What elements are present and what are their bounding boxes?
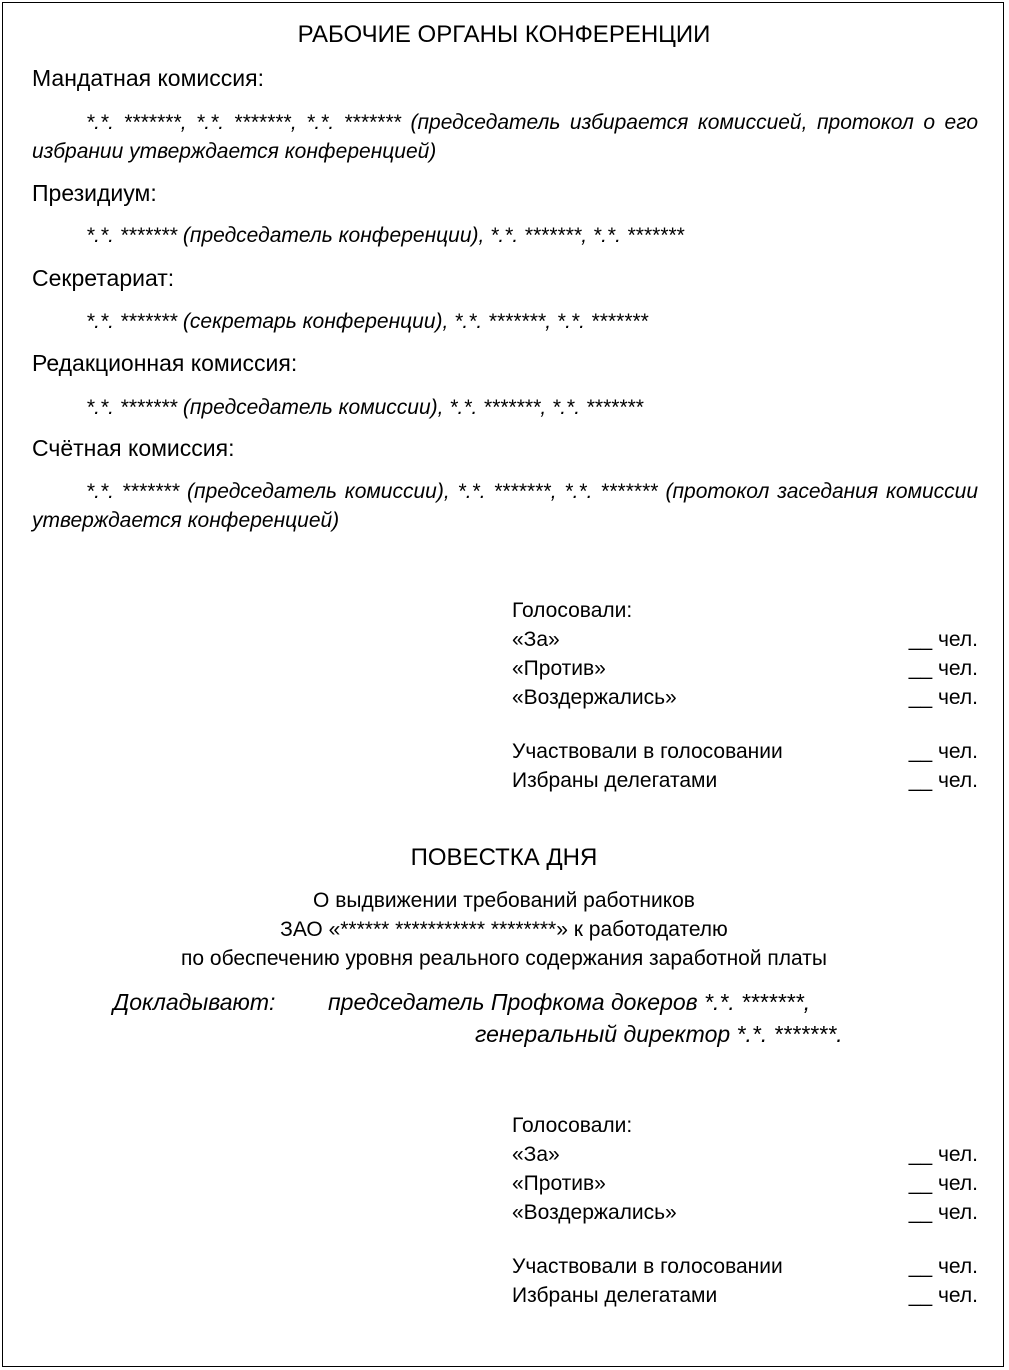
vote-header-label: Голосовали: [512, 599, 633, 622]
editorial-first-name: *.*. ******* [86, 396, 178, 419]
secretariat-members [32, 307, 978, 336]
agenda-line: О выдвижении требований работников [313, 889, 695, 912]
agenda-line: ЗАО «****** *********** ********» к работодателю [280, 918, 728, 941]
presidium-first-name: *.*. ******* [86, 224, 178, 247]
vote-row-elected [512, 766, 978, 795]
vote-block-1 [512, 596, 978, 795]
counting-first-name: *.*. ******* [86, 480, 180, 503]
vote-row-for [512, 625, 978, 654]
reporter-2: генеральный директор *.*. *******. [475, 1021, 843, 1047]
vote-abstained-count: __ чел. [908, 686, 978, 709]
presidium-role: (председатель конференции), [182, 224, 485, 247]
counting-commission-members [32, 477, 978, 535]
reporters-label: Докладывают: [113, 989, 276, 1015]
counting-commission-heading: Счётная комиссия: [32, 435, 235, 461]
vote-header [512, 596, 978, 625]
editorial-others: *.*. *******, *.*. ******* [449, 396, 644, 419]
vote-row-for [512, 1140, 978, 1169]
vote-for-count: __ чел. [908, 1143, 978, 1166]
secretariat-role: (секретарь конференции), [182, 310, 449, 333]
agenda-topic [3, 886, 1005, 973]
vote-against-count: __ чел. [908, 1172, 978, 1195]
counting-role: (председатель комиссии), [187, 480, 450, 503]
vote-row-against [512, 654, 978, 683]
vote-row-participated [512, 1252, 978, 1281]
vote-row-against [512, 1169, 978, 1198]
vote-against-label: «Против» [512, 657, 606, 680]
agenda-line: по обеспечению уровня реального содержания заработной платы [181, 947, 827, 970]
vote-abstained-label: «Воздержались» [512, 1201, 677, 1224]
vote-for-label: «За» [512, 628, 560, 651]
presidium-heading: Президиум: [32, 180, 157, 206]
agenda-title: ПОВЕСТКА ДНЯ [410, 844, 598, 871]
vote-header [512, 1111, 978, 1140]
vote-against-count: __ чел. [908, 657, 978, 680]
vote-abstained-count: __ чел. [908, 1201, 978, 1224]
counting-others: *.*. *******, *.*. ******* [457, 480, 658, 503]
vote-elected-label: Избраны делегатами [512, 1284, 718, 1307]
vote-row-abstained [512, 683, 978, 712]
secretariat-others: *.*. *******, *.*. ******* [454, 310, 648, 333]
editorial-commission-members [32, 393, 978, 422]
vote-participated-count: __ чел. [908, 1255, 978, 1278]
vote-row-abstained [512, 1198, 978, 1227]
presidium-members [32, 221, 978, 250]
vote-participated-count: __ чел. [908, 740, 978, 763]
mandate-commission-note: (председатель избирается комиссией, протокол о его избрании утверждается конференцией) [32, 111, 978, 163]
mandate-commission-names: *.*. *******, *.*. *******, *.*. ******* [86, 111, 401, 134]
mandate-commission-members [32, 108, 978, 166]
editorial-commission-heading: Редакционная комиссия: [32, 350, 298, 376]
vote-row-elected [512, 1281, 978, 1310]
vote-elected-count: __ чел. [908, 1284, 978, 1307]
vote-row-participated [512, 737, 978, 766]
editorial-role: (председатель комиссии), [182, 396, 444, 419]
page-title: РАБОЧИЕ ОРГАНЫ КОНФЕРЕНЦИИ [297, 21, 711, 48]
secretariat-first-name: *.*. ******* [86, 310, 178, 333]
document-page [2, 2, 1004, 1367]
vote-participated-label: Участвовали в голосовании [512, 1255, 783, 1278]
vote-header-label: Голосовали: [512, 1114, 633, 1137]
mandate-commission-heading: Мандатная комиссия: [32, 65, 264, 91]
vote-block-2 [512, 1111, 978, 1310]
vote-elected-label: Избраны делегатами [512, 769, 718, 792]
reporter-1: председатель Профкома докеров *.*. *******, [328, 989, 811, 1015]
vote-for-count: __ чел. [908, 628, 978, 651]
counting-note: (протокол заседания комиссии утверждается конференцией) [32, 480, 979, 532]
vote-participated-label: Участвовали в голосовании [512, 740, 783, 763]
vote-against-label: «Против» [512, 1172, 606, 1195]
vote-elected-count: __ чел. [908, 769, 978, 792]
vote-for-label: «За» [512, 1143, 560, 1166]
secretariat-heading: Секретариат: [32, 265, 175, 291]
presidium-others: *.*. *******, *.*. ******* [490, 224, 684, 247]
vote-abstained-label: «Воздержались» [512, 686, 677, 709]
